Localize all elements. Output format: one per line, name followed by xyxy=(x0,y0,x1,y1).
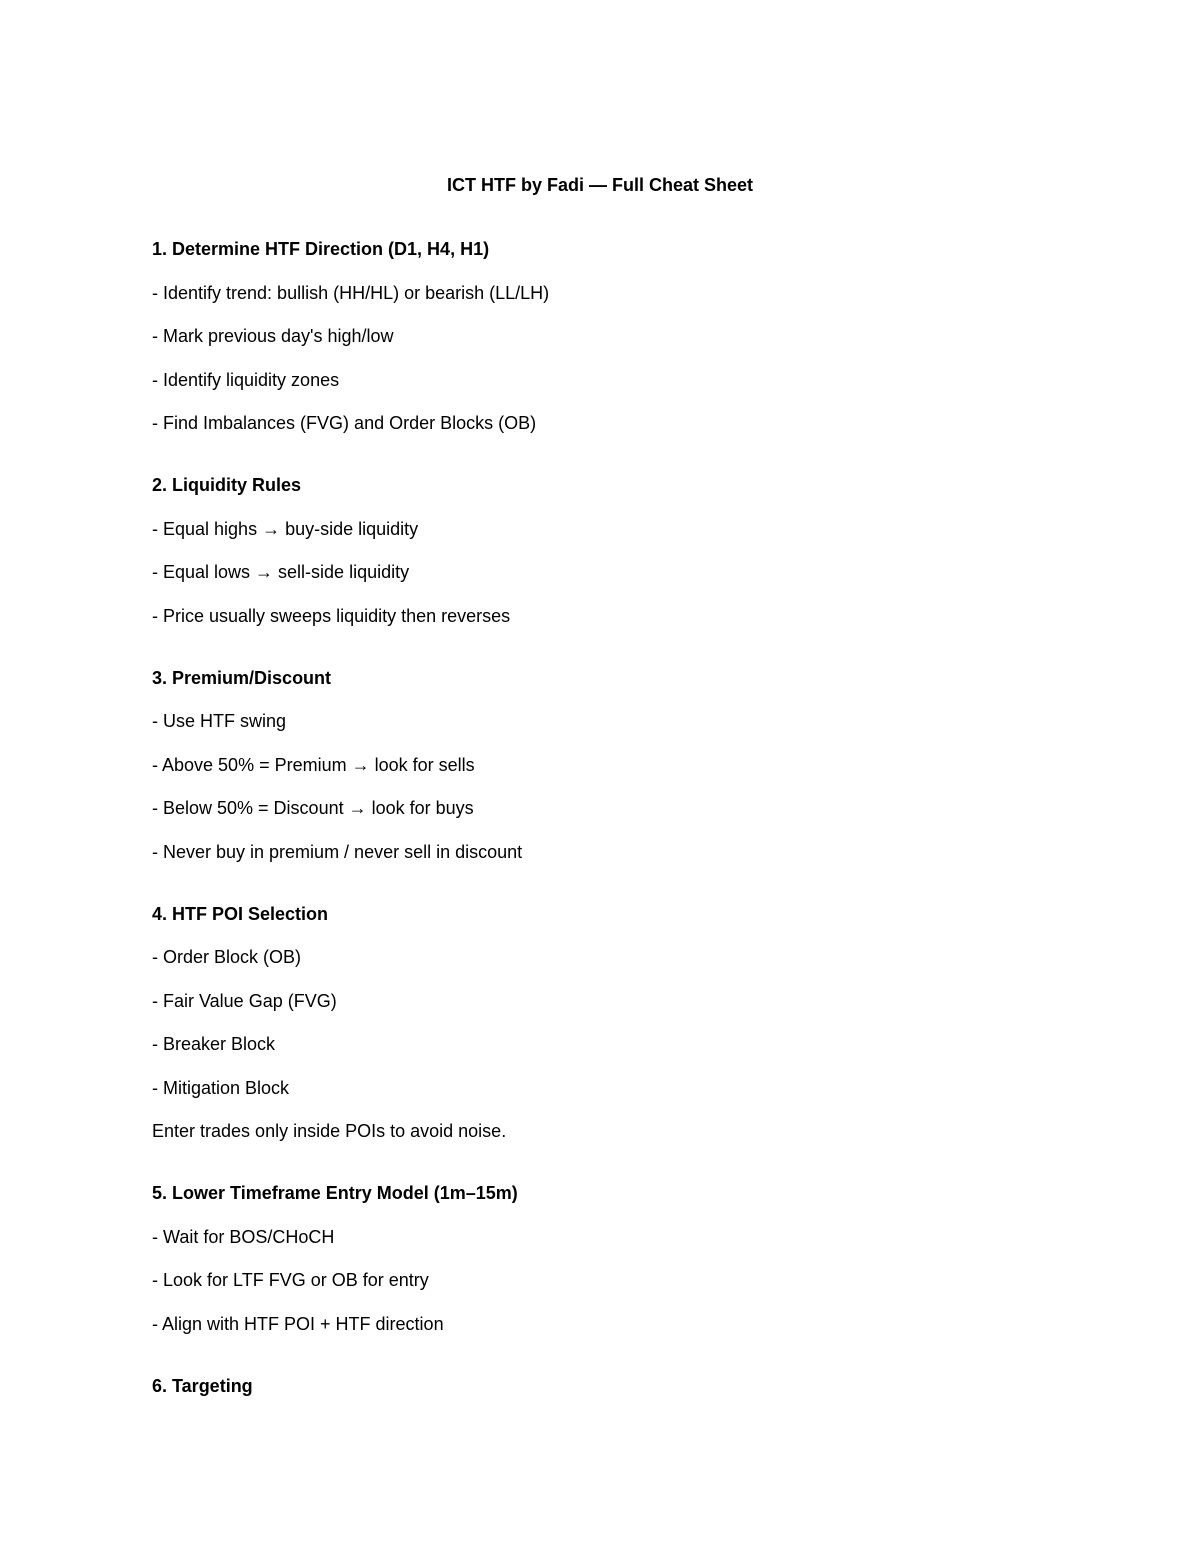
list-item: - Wait for BOS/CHoCH xyxy=(152,1226,335,1247)
section-poi-selection xyxy=(152,901,1052,1145)
list-item: - Find Imbalances (FVG) and Order Blocks (OB) xyxy=(152,413,537,433)
list-item: - Mark previous day's high/low xyxy=(152,326,394,346)
section-liquidity-rules xyxy=(152,472,1052,629)
paragraph-note: Enter trades only inside POIs to avoid noise. xyxy=(152,1121,507,1141)
list-item: - Below 50% = Discount → look for buys xyxy=(152,798,474,818)
section-heading: 3. Premium/Discount xyxy=(152,667,332,688)
section-htf-direction xyxy=(152,236,1052,436)
list-item: - Identify liquidity zones xyxy=(152,369,340,390)
section-heading: 1. Determine HTF Direction (D1, H4, H1) xyxy=(152,239,490,259)
list-item: - Fair Value Gap (FVG) xyxy=(152,990,337,1011)
list-item: - Breaker Block xyxy=(152,1034,276,1054)
list-item: - Order Block (OB) xyxy=(152,947,302,967)
list-item: - Use HTF swing xyxy=(152,711,287,731)
list-item: - Align with HTF POI + HTF direction xyxy=(152,1313,444,1334)
list-item: - Above 50% = Premium → look for sells xyxy=(152,754,475,775)
list-item: - Identify trend: bullish (HH/HL) or bearish (LL/LH) xyxy=(152,282,550,303)
list-item: - Equal highs → buy-side liquidity xyxy=(152,518,419,539)
section-heading: 5. Lower Timeframe Entry Model (1m–15m) xyxy=(152,1183,518,1203)
list-item: - Never buy in premium / never sell in discount xyxy=(152,841,523,862)
list-item: - Look for LTF FVG or OB for entry xyxy=(152,1270,429,1290)
list-item: - Price usually sweeps liquidity then reverses xyxy=(152,605,511,626)
list-item: - Equal lows → sell-side liquidity xyxy=(152,562,410,582)
section-heading: 4. HTF POI Selection xyxy=(152,903,329,924)
list-item: - Mitigation Block xyxy=(152,1077,290,1098)
section-premium-discount xyxy=(152,665,1052,865)
section-heading: 6. Targeting xyxy=(152,1375,253,1396)
document-title: ICT HTF by Fadi — Full Cheat Sheet xyxy=(446,175,754,195)
section-targeting xyxy=(152,1373,1052,1399)
section-heading: 2. Liquidity Rules xyxy=(152,475,302,495)
section-ltf-entry-model xyxy=(152,1180,1052,1337)
document-body xyxy=(152,236,1052,1399)
